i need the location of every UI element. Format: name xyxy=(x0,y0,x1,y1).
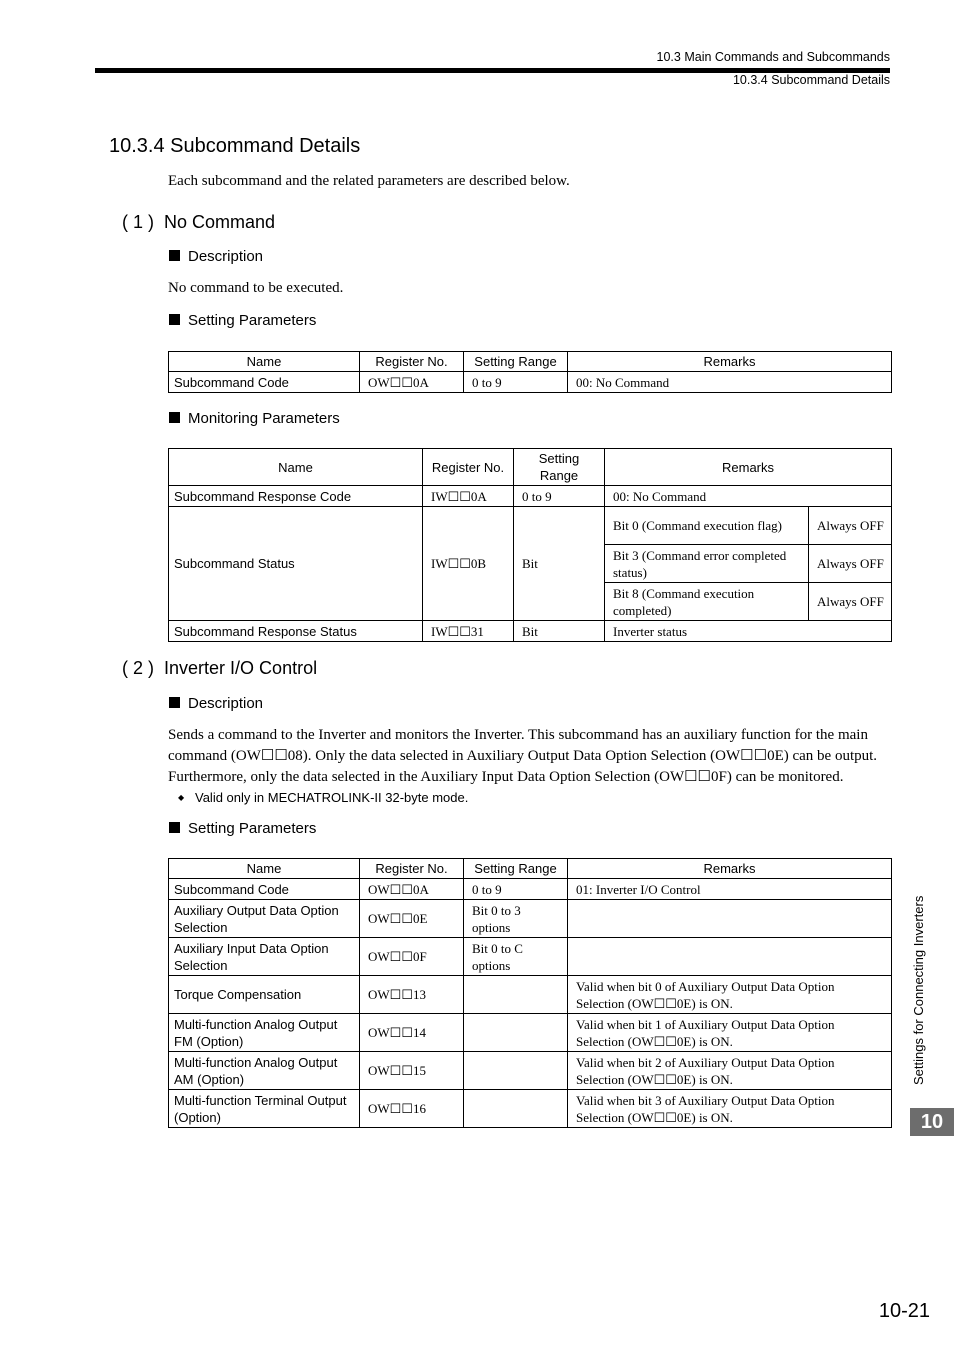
cell-name: Auxiliary Input Data Option Selection xyxy=(169,938,360,976)
cell-remarks: Valid when bit 1 of Auxiliary Output Data Option Selection (OW☐☐0E) is ON. xyxy=(568,1014,892,1052)
cell-register: OW☐☐16 xyxy=(360,1090,464,1128)
page-title: 10.3.4 Subcommand Details xyxy=(109,135,361,157)
cell-range xyxy=(464,1014,568,1052)
cell-bit-desc: Bit 8 (Command execution completed) xyxy=(605,583,809,621)
table-row xyxy=(169,372,892,393)
cell-bit-value: Always OFF xyxy=(809,545,892,583)
cell-remarks: Inverter status xyxy=(605,621,892,642)
cell-range xyxy=(464,976,568,1014)
cell-name: Subcommand Code xyxy=(169,372,360,393)
square-bullet-icon xyxy=(169,822,180,833)
cell-register: OW☐☐0E xyxy=(360,900,464,938)
table-header-row xyxy=(169,352,892,372)
cell-register: OW☐☐15 xyxy=(360,1052,464,1090)
s1-setting-table xyxy=(168,351,892,393)
col-register: Register No. xyxy=(360,352,464,372)
running-header-section: 10.3 Main Commands and Subcommands xyxy=(656,50,890,64)
cell-register: OW☐☐0F xyxy=(360,938,464,976)
running-header-subsection: 10.3.4 Subcommand Details xyxy=(732,73,890,87)
cell-remarks: 00: No Command xyxy=(568,372,892,393)
col-register: Register No. xyxy=(360,859,464,879)
cell-name: Multi-function Analog Output AM (Option) xyxy=(169,1052,360,1090)
diamond-bullet-icon: ◆ xyxy=(178,793,185,802)
col-range: Setting Range xyxy=(464,352,568,372)
col-name: Name xyxy=(169,859,360,879)
section-1-title: No Command xyxy=(164,212,276,232)
section-2-heading xyxy=(122,658,317,679)
cell-range: Bit xyxy=(514,621,605,642)
col-remarks: Remarks xyxy=(568,352,892,372)
cell-remarks: Valid when bit 3 of Auxiliary Output Data Option Selection (OW☐☐0E) is ON. xyxy=(568,1090,892,1128)
s1-monitor-heading: Monitoring Parameters xyxy=(169,410,340,427)
square-bullet-icon xyxy=(169,250,180,261)
cell-range xyxy=(464,1052,568,1090)
cell-bit-desc: Bit 0 (Command execution flag) xyxy=(605,507,809,545)
cell-range xyxy=(464,1090,568,1128)
sidebar-chapter-text: Settings for Connecting Inverters xyxy=(911,895,926,1085)
chapter-tab: 10 xyxy=(910,1108,954,1136)
cell-bit-value: Always OFF xyxy=(809,507,892,545)
cell-range: 0 to 9 xyxy=(514,486,605,507)
cell-name: Torque Compensation xyxy=(169,976,360,1014)
col-range: Setting Range xyxy=(514,449,605,486)
cell-remarks xyxy=(568,938,892,976)
page-number: 10-21 xyxy=(878,1300,930,1322)
col-register: Register No. xyxy=(423,449,514,486)
cell-range: Bit 0 to C options xyxy=(464,938,568,976)
table-row xyxy=(169,486,892,507)
table-row xyxy=(169,976,892,1014)
cell-remarks: 01: Inverter I/O Control xyxy=(568,879,892,900)
col-remarks: Remarks xyxy=(568,859,892,879)
s2-setting-heading: Setting Parameters xyxy=(169,820,316,837)
cell-name: Subcommand Response Status xyxy=(169,621,423,642)
table-row xyxy=(169,879,892,900)
cell-name: Multi-function Terminal Output (Option) xyxy=(169,1090,360,1128)
cell-name: Multi-function Analog Output FM (Option) xyxy=(169,1014,360,1052)
cell-register: IW☐☐31 xyxy=(423,621,514,642)
section-1-heading xyxy=(122,212,275,233)
section-1-number: ( 1 ) xyxy=(122,212,155,232)
cell-remarks: Valid when bit 0 of Auxiliary Output Data Option Selection (OW☐☐0E) is ON. xyxy=(568,976,892,1014)
cell-name: Subcommand Response Code xyxy=(169,486,423,507)
table-header-row xyxy=(169,449,892,486)
section-2-title: Inverter I/O Control xyxy=(164,658,318,678)
cell-name: Subcommand Code xyxy=(169,879,360,900)
cell-bit-value: Always OFF xyxy=(809,583,892,621)
s2-description-text: Sends a command to the Inverter and monitors the Inverter. This subcommand has an auxiliary function for the main command (OW☐☐08). Only the data selected in Auxiliary Output Data Option Selection (OW☐☐0E) can be output. Furthermore, only the data selected in the Auxiliary Input Data Option Selection (OW☐☐0F) can be monitored. xyxy=(168,727,878,785)
cell-remarks: Valid when bit 2 of Auxiliary Output Data Option Selection (OW☐☐0E) is ON. xyxy=(568,1052,892,1090)
table-row xyxy=(169,621,892,642)
col-name: Name xyxy=(169,352,360,372)
col-remarks: Remarks xyxy=(605,449,892,486)
cell-bit-desc: Bit 3 (Command error completed status) xyxy=(605,545,809,583)
table-row xyxy=(169,1052,892,1090)
cell-register: OW☐☐0A xyxy=(360,879,464,900)
cell-register: IW☐☐0B xyxy=(423,507,514,621)
s2-setting-table xyxy=(168,858,892,1128)
table-row xyxy=(169,1014,892,1052)
table-row xyxy=(169,507,892,545)
section-2-number: ( 2 ) xyxy=(122,658,155,678)
s1-setting-heading: Setting Parameters xyxy=(169,312,316,329)
square-bullet-icon xyxy=(169,314,180,325)
cell-remarks xyxy=(568,900,892,938)
cell-range: Bit 0 to 3 options xyxy=(464,900,568,938)
cell-range: Bit xyxy=(514,507,605,621)
table-row xyxy=(169,938,892,976)
s1-description-text: No command to be executed. xyxy=(168,280,344,296)
cell-name: Subcommand Status xyxy=(169,507,423,621)
s2-description-heading: Description xyxy=(169,695,263,712)
square-bullet-icon xyxy=(169,697,180,708)
cell-register: OW☐☐0A xyxy=(360,372,464,393)
table-row xyxy=(169,1090,892,1128)
cell-range: 0 to 9 xyxy=(464,879,568,900)
cell-name: Auxiliary Output Data Option Selection xyxy=(169,900,360,938)
intro-text: Each subcommand and the related parameters are described below. xyxy=(168,173,570,189)
s2-note: ◆ Valid only in MECHATROLINK-II 32-byte mode. xyxy=(178,790,469,805)
s1-description-heading: Description xyxy=(169,248,263,265)
square-bullet-icon xyxy=(169,412,180,423)
s1-monitor-table xyxy=(168,448,892,642)
col-name: Name xyxy=(169,449,423,486)
cell-register: OW☐☐14 xyxy=(360,1014,464,1052)
cell-range: 0 to 9 xyxy=(464,372,568,393)
cell-register: OW☐☐13 xyxy=(360,976,464,1014)
table-header-row xyxy=(169,859,892,879)
cell-remarks: 00: No Command xyxy=(605,486,892,507)
cell-register: IW☐☐0A xyxy=(423,486,514,507)
col-range: Setting Range xyxy=(464,859,568,879)
table-row xyxy=(169,900,892,938)
